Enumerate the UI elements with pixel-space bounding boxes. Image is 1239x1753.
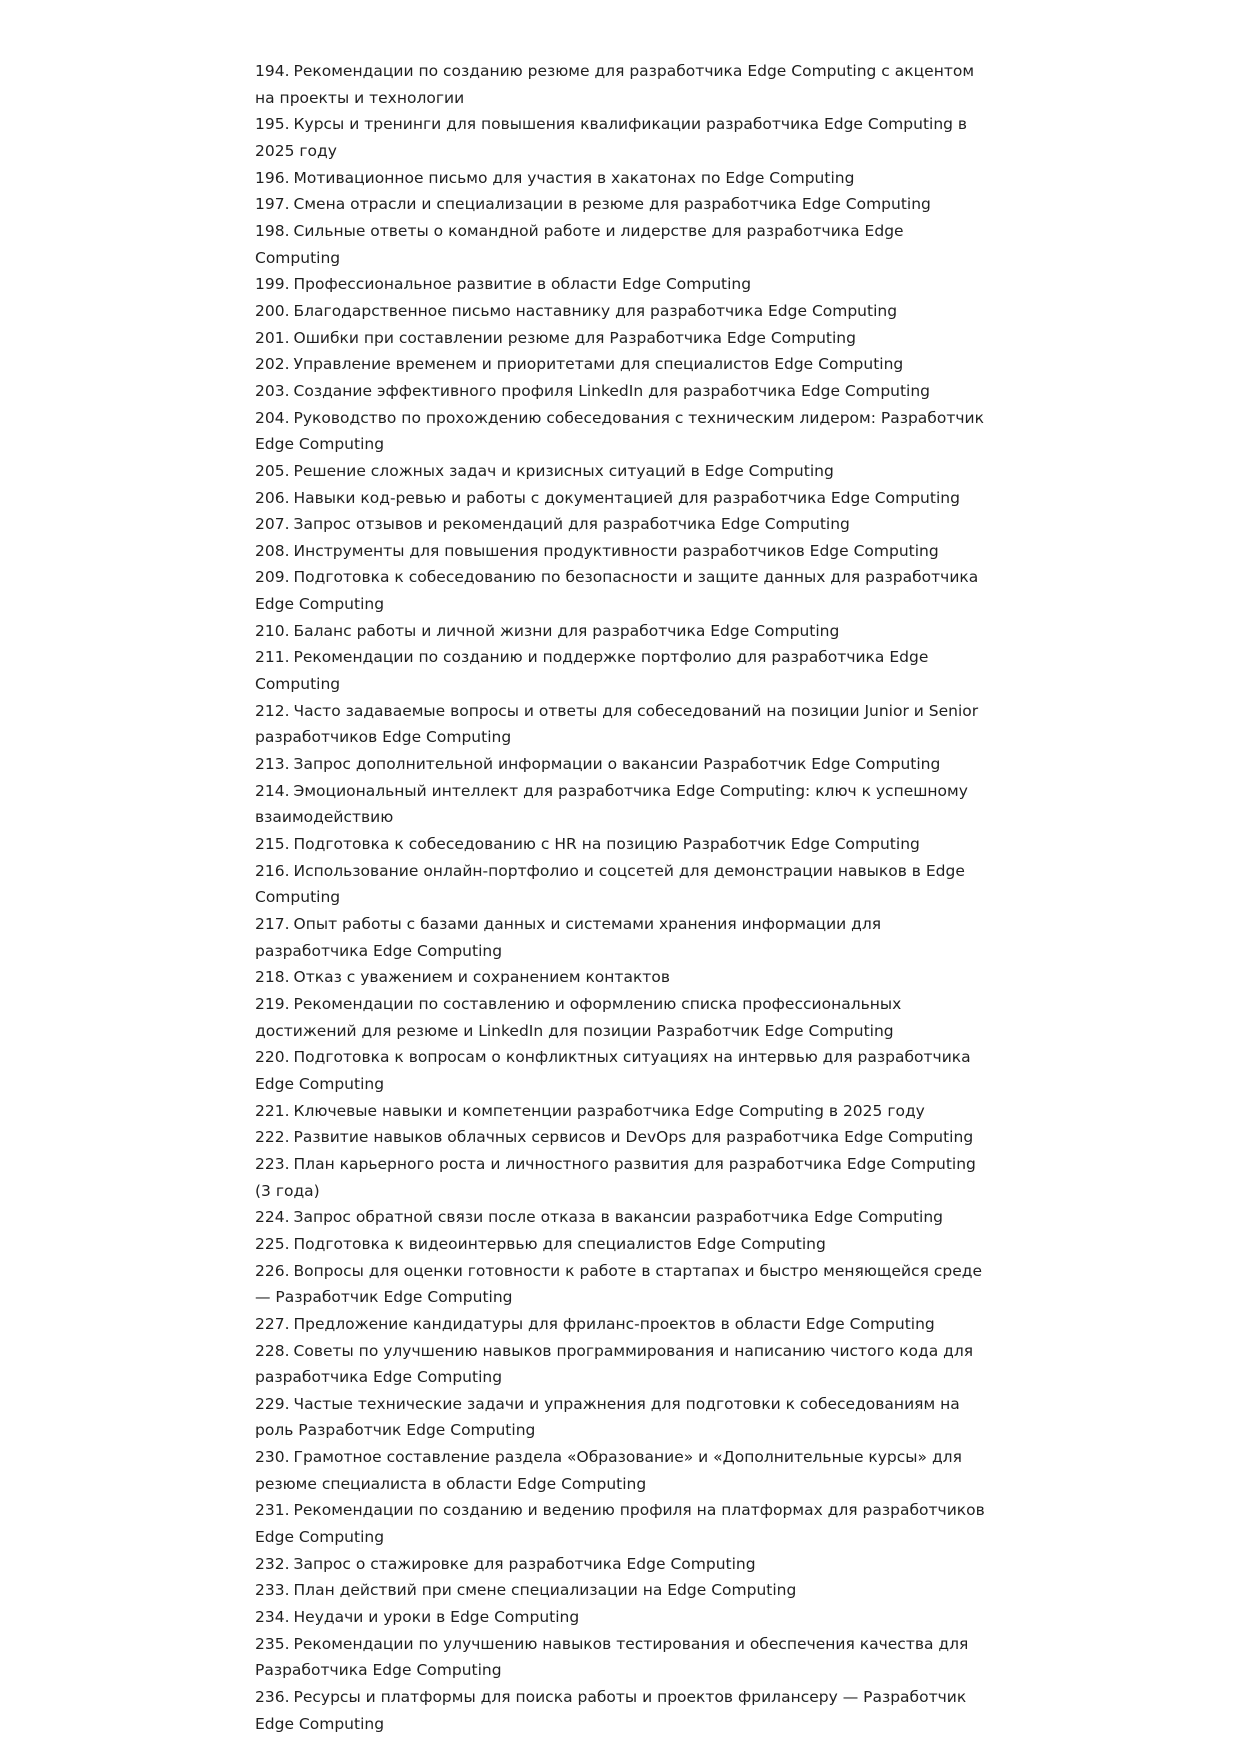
list-item (255, 1204, 985, 1231)
item-text: Запрос дополнительной информации о вакансии Разработчик Edge Computing (293, 755, 941, 774)
item-number: 226. (255, 1261, 290, 1280)
item-text: Часто задаваемые вопросы и ответы для собеседований на позиции Junior и Senior разработчиков Edge Computing (255, 701, 979, 747)
item-number: 201. (255, 328, 290, 347)
item-text: Курсы и тренинги для повышения квалификации разработчика Edge Computing в 2025 году (255, 115, 968, 160)
item-text: Грамотное составление раздела «Образование» и «Дополнительные курсы» для резюме специалиста в области Edge Computing (255, 1448, 962, 1493)
item-number: 235. (255, 1634, 290, 1653)
list-item (255, 111, 985, 164)
item-number: 229. (255, 1394, 290, 1413)
item-text: Создание эффективного профиля LinkedIn для разработчика Edge Computing (293, 381, 931, 400)
item-number: 233. (255, 1581, 290, 1600)
item-text: Запрос о стажировке для разработчика Edge Computing (293, 1554, 756, 1573)
item-text: Отказ с уважением и сохранением контактов (293, 968, 670, 987)
item-number: 203. (255, 381, 290, 400)
list-item (255, 1497, 985, 1550)
item-number: 220. (255, 1048, 290, 1067)
list-item (255, 1338, 985, 1391)
list-item (255, 964, 985, 991)
list-item (255, 1258, 985, 1311)
item-text: Вопросы для оценки готовности к работе в стартапах и быстро меняющейся среде — Разработчик Edge Computing (255, 1261, 982, 1307)
item-text: Подготовка к видеоинтервью для специалистов Edge Computing (293, 1234, 826, 1253)
item-number: 200. (255, 301, 290, 320)
list-item (255, 458, 985, 485)
item-number: 204. (255, 408, 290, 427)
item-number: 225. (255, 1234, 290, 1253)
list-item (255, 485, 985, 512)
list-item (255, 1444, 985, 1497)
list-item (255, 351, 985, 378)
list-item (255, 1124, 985, 1151)
item-text: Решение сложных задач и кризисных ситуаций в Edge Computing (293, 461, 834, 480)
item-text: Рекомендации по составлению и оформлению списка профессиональных достижений для резюме и LinkedIn для позиции Разработчик Edge Computing (255, 994, 902, 1040)
list-item (255, 1231, 985, 1258)
list-item (255, 1311, 985, 1338)
item-text: Рекомендации по созданию резюме для разработчика Edge Computing с акцентом на проекты и технологии (255, 62, 975, 107)
item-text: Советы по улучшению навыков программирования и написанию чистого кода для разработчика Edge Computing (255, 1341, 974, 1387)
item-text: Предложение кандидатуры для фриланс-проектов в области Edge Computing (293, 1314, 935, 1333)
item-number: 195. (255, 115, 290, 134)
list-item (255, 165, 985, 192)
item-number: 208. (255, 541, 290, 560)
item-number: 231. (255, 1501, 290, 1520)
item-text: Сильные ответы о командной работе и лидерстве для разработчика Edge Computing (255, 221, 904, 267)
list-item (255, 191, 985, 218)
item-text: Развитие навыков облачных сервисов и DevOps для разработчика Edge Computing (293, 1128, 974, 1147)
item-text: Управление временем и приоритетами для специалистов Edge Computing (293, 355, 904, 374)
list-item (255, 751, 985, 778)
item-number: 211. (255, 648, 290, 667)
item-number: 216. (255, 861, 290, 880)
item-number: 236. (255, 1688, 290, 1707)
list-item (255, 58, 985, 111)
item-number: 198. (255, 221, 290, 240)
item-text: Ошибки при составлении резюме для Разработчика Edge Computing (293, 328, 856, 347)
item-text: Рекомендации по улучшению навыков тестирования и обеспечения качества для Разработчика Edge Computing (255, 1634, 969, 1680)
item-text: Эмоциональный интеллект для разработчика Edge Computing: ключ к успешному взаимодействию (255, 781, 968, 827)
item-number: 230. (255, 1448, 290, 1467)
list-item (255, 1044, 985, 1097)
item-text: Инструменты для повышения продуктивности разработчиков Edge Computing (293, 541, 939, 560)
item-number: 234. (255, 1608, 290, 1627)
item-text: Ключевые навыки и компетенции разработчика Edge Computing в 2025 году (293, 1101, 925, 1120)
item-text: План действий при смене специализации на Edge Computing (293, 1581, 797, 1600)
list-item (255, 644, 985, 697)
list-item (255, 618, 985, 645)
list-item (255, 378, 985, 405)
list-item (255, 778, 985, 831)
item-text: Запрос обратной связи после отказа в вакансии разработчика Edge Computing (293, 1208, 943, 1227)
item-number: 212. (255, 701, 290, 720)
item-text: Благодарственное письмо наставнику для разработчика Edge Computing (293, 301, 898, 320)
list-item (255, 298, 985, 325)
list-item (255, 698, 985, 751)
list-item (255, 271, 985, 298)
item-text: Руководство по прохождению собеседования с техническим лидером: Разработчик Edge Computing (255, 408, 984, 454)
item-number: 214. (255, 781, 290, 800)
item-text: Рекомендации по созданию и поддержке портфолио для разработчика Edge Computing (255, 648, 929, 694)
list-item (255, 991, 985, 1044)
item-text: Смена отрасли и специализации в резюме для разработчика Edge Computing (293, 195, 931, 214)
item-number: 199. (255, 275, 290, 294)
item-number: 217. (255, 915, 290, 933)
item-number: 209. (255, 568, 290, 587)
item-text: Подготовка к собеседованию по безопасности и защите данных для разработчика Edge Computing (255, 568, 979, 614)
item-number: 228. (255, 1341, 290, 1360)
item-number: 207. (255, 515, 290, 534)
item-text: Рекомендации по созданию и ведению профиля на платформах для разработчиков Edge Computing (255, 1501, 985, 1547)
item-number: 202. (255, 355, 290, 374)
item-number: 232. (255, 1554, 290, 1573)
item-text: Мотивационное письмо для участия в хакатонах по Edge Computing (293, 168, 855, 187)
list-item (255, 1391, 985, 1444)
item-number: 221. (255, 1101, 290, 1120)
item-number: 222. (255, 1128, 290, 1147)
item-text: Использование онлайн-портфолио и соцсетей для демонстрации навыков в Edge Computing (255, 861, 965, 907)
list-item (255, 405, 985, 458)
list-item (255, 511, 985, 538)
item-number: 223. (255, 1154, 290, 1173)
item-text: Подготовка к собеседованию с HR на позицию Разработчик Edge Computing (293, 835, 920, 854)
list-item (255, 858, 985, 911)
list-item (255, 1551, 985, 1578)
list-item (255, 1577, 985, 1604)
list-item (255, 564, 985, 617)
item-number: 197. (255, 195, 290, 214)
item-number: 205. (255, 461, 290, 480)
item-number: 196. (255, 168, 290, 187)
list-item (255, 218, 985, 271)
item-number: 213. (255, 755, 290, 774)
list-item (255, 1604, 985, 1631)
item-text: Баланс работы и личной жизни для разработчика Edge Computing (293, 621, 840, 640)
list-item (255, 1684, 985, 1737)
item-number: 194. (255, 62, 290, 80)
item-number: 218. (255, 968, 290, 987)
item-number: 224. (255, 1208, 290, 1227)
list-item (255, 831, 985, 858)
item-number: 206. (255, 488, 290, 507)
item-text: План карьерного роста и личностного развития для разработчика Edge Computing (3 года) (255, 1154, 976, 1200)
item-number: 215. (255, 835, 290, 854)
list-item (255, 1098, 985, 1125)
item-text: Опыт работы с базами данных и системами хранения информации для разработчика Edge Computing (255, 915, 882, 960)
item-text: Профессиональное развитие в области Edge Computing (293, 275, 752, 294)
item-text: Подготовка к вопросам о конфликтных ситуациях на интервью для разработчика Edge Computing (255, 1048, 971, 1093)
item-text: Частые технические задачи и упражнения для подготовки к собеседованиям на роль Разработчик Edge Computing (255, 1394, 960, 1440)
item-text: Навыки код-ревью и работы с документацией для разработчика Edge Computing (293, 488, 960, 507)
list-item (255, 325, 985, 352)
item-number: 210. (255, 621, 290, 640)
item-text: Ресурсы и платформы для поиска работы и проектов фрилансеру — Разработчик Edge Computing (255, 1688, 967, 1733)
article-list (255, 58, 985, 1737)
item-number: 227. (255, 1314, 290, 1333)
item-text: Неудачи и уроки в Edge Computing (293, 1608, 580, 1627)
list-item (255, 538, 985, 565)
list-item (255, 1151, 985, 1204)
list-item (255, 1631, 985, 1684)
item-text: Запрос отзывов и рекомендаций для разработчика Edge Computing (293, 515, 850, 534)
item-number: 219. (255, 994, 290, 1013)
list-item (255, 911, 985, 964)
